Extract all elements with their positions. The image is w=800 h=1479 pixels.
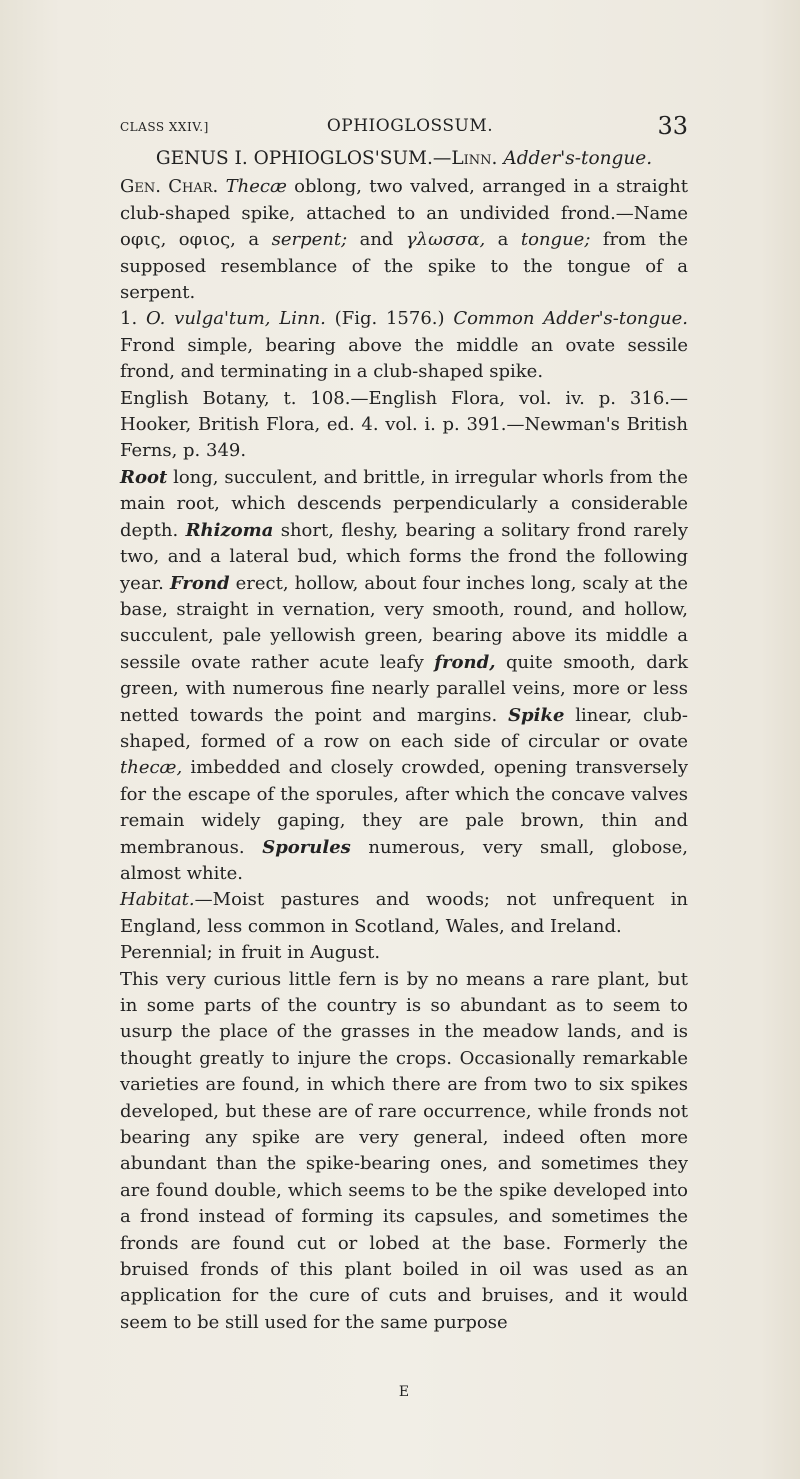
frond-label: Frond — [169, 572, 230, 594]
genus-title: GENUS I. OPHIOGLOS'SUM. — [155, 148, 433, 169]
gen-char-label: Gen. Char. — [120, 176, 219, 198]
generic-character — [120, 174, 688, 306]
root-label: Root — [120, 466, 168, 488]
genus-common-name: Adder's-tongue. — [503, 148, 653, 169]
species-description: Frond simple, bearing above the middle an ovate sessile frond, and terminating in a club-shaped spike. — [120, 334, 688, 383]
rhizoma-text: short, fleshy, bearing a solitary frond rarely two, and a lateral bud, which forms the frond the following year. — [120, 519, 688, 594]
references: English Botany, t. 108.—English Flora, vol. iv. p. 316.—Hooker, British Flora, ed. 4. vol. i. p. 391.—Newman's British Ferns, p. 349. — [120, 387, 688, 462]
tongue-word: tongue; — [520, 229, 591, 251]
spike-text-2: imbedded and closely crowded, opening transversely for the escape of the sporules, after which the concave valves remain widely gaping, they are pale brown, thin and membranous. — [120, 757, 688, 858]
duration: Perennial; in fruit in August. — [120, 942, 381, 964]
genus-authority: —Linn. — [432, 148, 498, 169]
sporules-text: numerous, very small, globose, almost white. — [120, 836, 688, 884]
root-text: long, succulent, and brittle, in irregular whorls from the main root, which descends perpendicularly a considerable depth. — [120, 466, 688, 541]
gen-char-text: and — [347, 229, 406, 251]
thecae-term: Thecæ — [225, 176, 287, 198]
class-label: CLASS XXIV.] — [120, 120, 209, 134]
species-number: 1. — [120, 308, 138, 330]
page-number: 33 — [657, 112, 688, 140]
habitat — [120, 887, 688, 940]
species-entry — [120, 306, 688, 385]
species-name: O. vulga'tum, Linn. — [145, 308, 326, 330]
serpent-word: serpent; — [271, 229, 348, 251]
genus-heading — [120, 146, 688, 172]
description — [120, 465, 688, 888]
figure-reference: (Fig. 1576.) — [325, 308, 454, 330]
frond-word: frond, — [434, 651, 496, 673]
greek-ophis: οφις, οφιος, — [120, 229, 236, 251]
running-head — [120, 112, 688, 142]
signature-mark: E — [398, 1384, 410, 1400]
sporules-label: Sporules — [262, 836, 351, 858]
genus-running-title: OPHIOGLOSSUM. — [326, 116, 494, 136]
rhizoma-label: Rhizoma — [185, 519, 274, 541]
frond-text: erect, hollow, about four inches long, scaly at the base, straight in vernation, very smooth, round, and hollow, succulent, pale yellowish green, bearing above its middle a sessile ovate rather acute leafy — [120, 572, 689, 673]
thecae-word: thecæ, — [120, 757, 183, 779]
spike-text: linear, club-shaped, formed of a row on each side of circular or ovate — [120, 704, 688, 752]
habitat-label: Habitat. — [120, 889, 195, 911]
gen-char-text: from the supposed resemblance of the spike to the tongue of a serpent. — [120, 229, 688, 304]
gen-char-text: oblong, two valved, arranged in a straight club-shaped spike, attached to an undivided frond.—Name — [120, 176, 688, 224]
page-content — [120, 146, 688, 1336]
greek-glossa: γλωσσα, — [405, 229, 486, 251]
spike-label: Spike — [508, 704, 565, 726]
body-paragraph: This very curious little fern is by no means a rare plant, but in some parts of the country is so abundant as to seem to usurp the place of the grasses in the meadow lands, and is thought greatly to injure the crops. Occasionally remarkable varieties are found, in which there are from two to six spikes developed, but these are of rare occurrence, while fronds not bearing any spike are very general, indeed often more abundant than the spike-bearing ones, and sometimes they are found double, which seems to be the spike developed into a frond instead of forming its capsules, and sometimes the fronds are found cut or lobed at the base. Formerly the bruised fronds of this plant boiled in oil was used as an application for the cure of cuts and bruises, and it would seem to be still used for the same purpose — [120, 968, 688, 1333]
habitat-text: —Moist pastures and woods; not unfrequent in England, less common in Scotland, Wales, and Ireland. — [120, 889, 688, 937]
frond-text-2: quite smooth, dark green, with numerous fine nearly parallel veins, more or less netted towards the point and margins. — [120, 651, 688, 726]
gen-char-text: a — [235, 229, 272, 251]
gen-char-text: a — [485, 229, 521, 251]
species-common-name: Common Adder's-tongue. — [453, 308, 688, 330]
